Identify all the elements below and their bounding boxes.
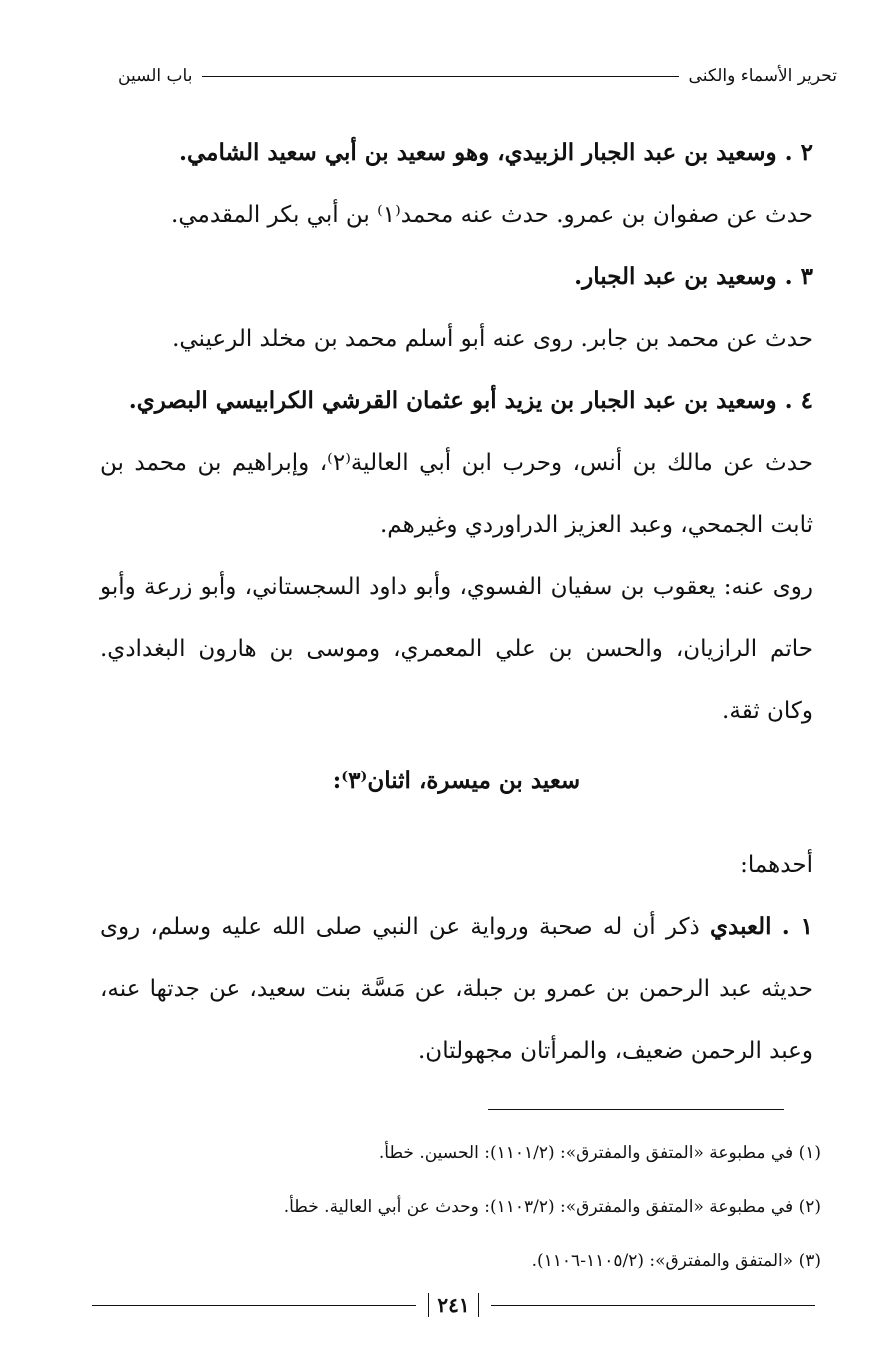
- page-footer: [92, 1288, 815, 1322]
- footnote-separator: [488, 1109, 784, 1110]
- entry-paragraph: حدث عن مالك بن أنس، وحرب ابن أبي العالية⁽٢⁾، وإبراهيم بن محمد بن ثابت الجمحي، وعبد العزيز الدراوردي وغيرهم.: [100, 450, 813, 538]
- footnote: (٢) في مطبوعة «المتفق والمفترق»: (١١٠٣/٢): وحدث عن أبي العالية. خطأ.: [283, 1197, 821, 1217]
- entry-title: ٣ . وسعيد بن عبد الجبار.: [574, 263, 813, 290]
- entry-paragraph: روى عنه: يعقوب بن سفيان الفسوي، وأبو داود السجستاني، وأبو زرعة وأبو حاتم الرازيان، والحسن بن علي المعمري، وموسى بن هارون البغدادي. وكان ثقة.: [100, 574, 813, 724]
- section-item: [100, 896, 813, 1082]
- footnote: (٣) «المتفق والمفترق»: (١١٠٥/٢-١١٠٦).: [531, 1251, 821, 1271]
- main-text: [100, 122, 813, 1082]
- footer-rule: [92, 1305, 416, 1306]
- header-rule: [202, 76, 678, 77]
- entry-title: ٤ . وسعيد بن عبد الجبار بن يزيد أبو عثمان القرشي الكرابيسي البصري.: [128, 387, 813, 414]
- running-header: [118, 58, 837, 94]
- footnotes: [100, 1126, 821, 1288]
- item-number: ١ .: [781, 913, 814, 940]
- section-heading: سعيد بن ميسرة، اثنان⁽٣⁾:: [332, 767, 581, 794]
- item-text: ذكر أن له صحبة ورواية عن النبي صلى الله عليه وسلم، روى حديثه عبد الرحمن بن عمرو بن جبلة، عن مَسَّة بنت سعيد، عن جدتها عنه، وعبد الرحمن ضعيف، والمرأتان مجهولتان.: [100, 914, 813, 1064]
- item-name: العبدي: [710, 913, 772, 940]
- entry-title: ٢ . وسعيد بن عبد الجبار الزبيدي، وهو سعيد بن أبي سعيد الشامي.: [179, 139, 813, 166]
- section-lead: أحدهما:: [740, 852, 813, 878]
- entry-paragraph: حدث عن صفوان بن عمرو. حدث عنه محمد⁽١⁾ بن أبي بكر المقدمي.: [171, 202, 813, 228]
- book-title: تحرير الأسماء والكنى: [688, 66, 837, 86]
- page-number: ٢٤١: [428, 1293, 478, 1317]
- chapter-title: باب السين: [118, 66, 193, 86]
- footer-rule: [491, 1305, 815, 1306]
- footnote: (١) في مطبوعة «المتفق والمفترق»: (١١٠١/٢): الحسين. خطأ.: [378, 1143, 821, 1163]
- entry-paragraph: حدث عن محمد بن جابر. روى عنه أبو أسلم محمد بن مخلد الرعيني.: [172, 326, 813, 352]
